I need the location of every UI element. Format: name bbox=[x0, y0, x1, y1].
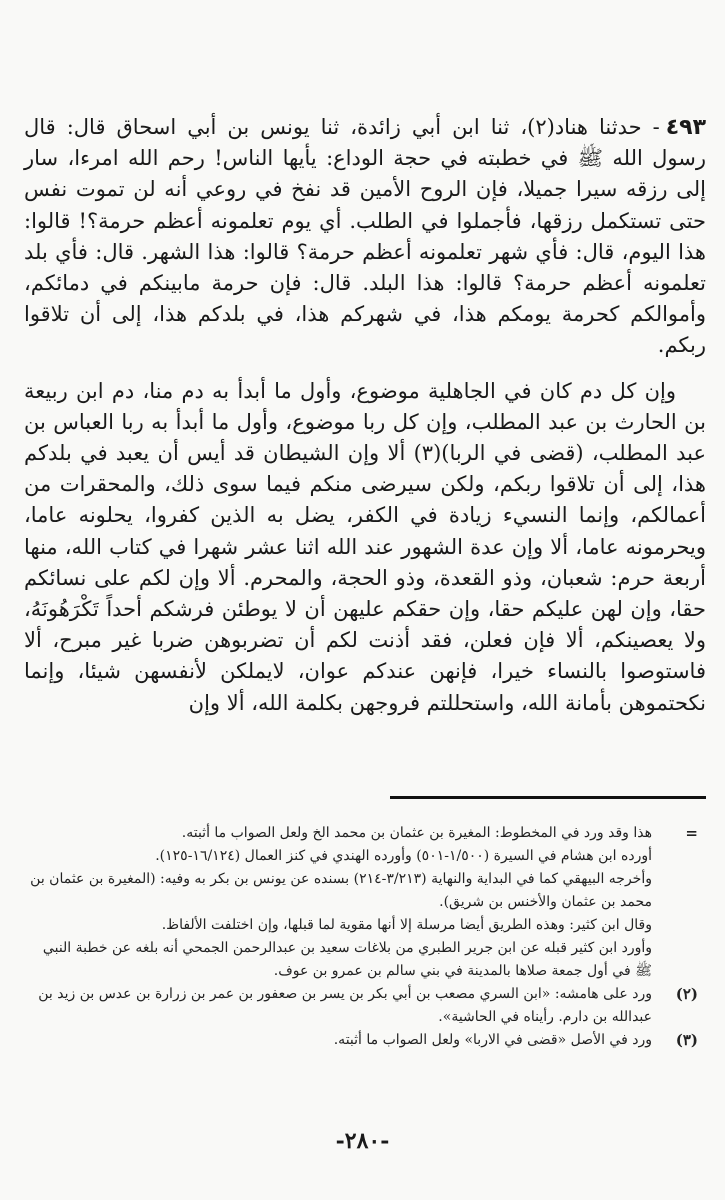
footnote-line: أورده ابن هشام في السيرة (١/٥٠٠-٥٠١) وأورده الهندي في كنز العمال (١٦/١٢٤-١٢٥). bbox=[155, 848, 652, 864]
footnote-line: ورد على هامشه: «ابن السري مصعب بن أبي بكر بن يسر بن صعفور بن عمر بن زرارة بن عدس بن زيد بن عبدالله بن دارم. رأيناه في الحاشية». bbox=[38, 986, 652, 1025]
footnote-continuation bbox=[28, 822, 700, 983]
page-number: -٢٨٠- bbox=[335, 1128, 390, 1154]
paragraph-2: وإن كل دم كان في الجاهلية موضوع، وأول ما أبدأ به دم منا، دم ابن ربيعة بن الحارث بن عبد المطلب، وإن كل ربا موضوع، وأول ما أبدأ به ربا العباس بن عبد المطلب، (قضى في الربا)(٣) ألا وإن الشيطان قد أيس أن يعبد في بلدكم هذا، إلى أن تلاقوا ربكم، ولكن سيرضى منكم فيما سوى ذلك، والمحقرات من أعمالكم، وإنما النسيء زيادة في الكفر، يضل به الذين كفروا، يحلونه عاما، ويحرمونه عاما، ألا وإن عدة الشهور عند الله اثنا عشر شهرا في كتاب الله، منها أربعة حرم: شعبان، وذو القعدة، وذو الحجة، والمحرم. ألا وإن لكم على نسائكم حقا، وإن لهن عليكم حقا، وإن حقكم عليهن أن لا يوطئن فرشكم أحداً تَكْرَهُونَهُ، ولا يعصينكم، ألا فإن فعلن، فقد أذنت لكم أن تضربوهن ضربا غير مبرح، ألا فاستوصوا بالنساء خيرا، فإنهن عندكم عوان، لايملكن لأنفسهن شيئا، وإنما نكحتموهن بأمانة الله، واستحللتم فروجهن بكلمة الله، ألا وإن bbox=[24, 378, 706, 715]
footnote-line: وأخرجه البيهقي كما في البداية والنهاية (٣/٢١٣-٢١٤) بسنده عن يونس بن بكر به وفيه: (المغيرة بن عثمان بن محمد بن عثمان والأخنس بن شريق). bbox=[30, 871, 652, 910]
footnote-line: ورد في الأصل «قضى في الاربا» ولعل الصواب ما أثبته. bbox=[333, 1032, 652, 1048]
footnote-line: وأورد ابن كثير قبله عن ابن جرير الطبري من بلاغات سعيد بن عبدالرحمن الجمحي أنه بلغه عن خطبة النبي ﷺ في أول جمعة صلاها بالمدينة في بني سالم بن عمرو بن عوف. bbox=[42, 940, 652, 979]
paragraph-1-text: - حدثنا هناد(٢)، ثنا ابن أبي زائدة، ثنا يونس بن أبي اسحاق قال: قال رسول الله ﷺ في خطبته في حجة الوداع: يأيها الناس! رحم الله امرءا، سار إلى رزقه سيرا جميلا، فإن الروح الأمين قد نفخ في روعي أنه لن تموت نفس حتى تستكمل رزقها، فأجملوا في الطلب. أي يوم تعلمونه أعظم حرمة؟! قالوا: هذا اليوم، قال: فأي شهر تعلمونه أعظم حرمة؟ قالوا: هذا الشهر. قال: فأي بلد تعلمونه أعظم حرمة؟ قالوا: هذا البلد. قال: فإن حرمة مابينكم في دمائكم، وأموالكم كحرمة يومكم هذا، في شهركم هذا، في بلدكم هذا، إلى أن تلاقوا ربكم. bbox=[24, 115, 706, 358]
footnote-divider bbox=[390, 796, 706, 799]
footnote-line: هذا وقد ورد في المخطوط: المغيرة بن عثمان بن محمد الخ ولعل الصواب ما أثبته. bbox=[181, 825, 652, 841]
hadith-number: ٤٩٣ bbox=[665, 115, 707, 140]
footnote-mark: (٣) bbox=[675, 1031, 698, 1049]
main-text bbox=[24, 112, 706, 733]
paragraph-1 bbox=[24, 112, 706, 362]
footnote-line: وقال ابن كثير: وهذه الطريق أيضا مرسلة إلا أنها مقوية لما قبلها، وإن اختلفت الألفاظ. bbox=[161, 917, 652, 933]
footnote-3 bbox=[28, 1029, 700, 1052]
footnote-2 bbox=[28, 983, 700, 1029]
footnote-mark: (٢) bbox=[675, 985, 698, 1003]
footnote-mark: = bbox=[685, 824, 698, 842]
footnotes bbox=[28, 822, 700, 1052]
